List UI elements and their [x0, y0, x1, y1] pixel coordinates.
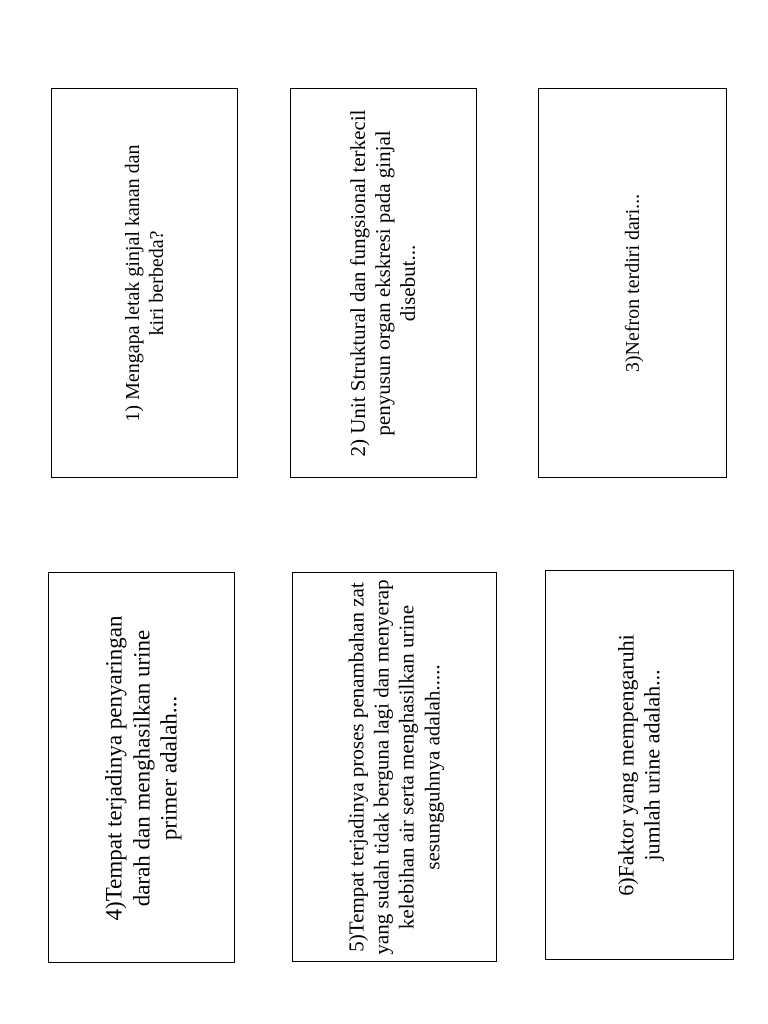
question-card-3	[538, 88, 727, 478]
question-text-4: 4)Tempat terjadinya penyaringan darah dan menghasilkan urine primer adalah...	[101, 615, 182, 920]
question-text-5: 5)Tempat terjadinya proses penambahan zat yang sudah tidak berguna lagi dan menyerap kelebihan air serta menghasilkan urine sesungguhnya adalah.....	[344, 579, 444, 955]
question-card-4	[48, 572, 235, 963]
question-card-2	[290, 88, 477, 478]
question-text-2: 2) Unit Struktural dan fungsional terkecil penyusun organ ekskresi pada ginjal disebut...	[345, 109, 421, 457]
question-text-3: 3)Nefron terdiri dari...	[621, 193, 644, 373]
question-card-1	[51, 88, 238, 478]
question-text-1: 1) Mengapa letak ginjal kanan dan kiri berbeda?	[121, 144, 168, 422]
question-card-5	[292, 572, 497, 962]
question-text-6: 6)Faktor yang mempengaruhi jumlah urine adalah...	[613, 634, 665, 896]
question-card-6	[545, 570, 734, 960]
